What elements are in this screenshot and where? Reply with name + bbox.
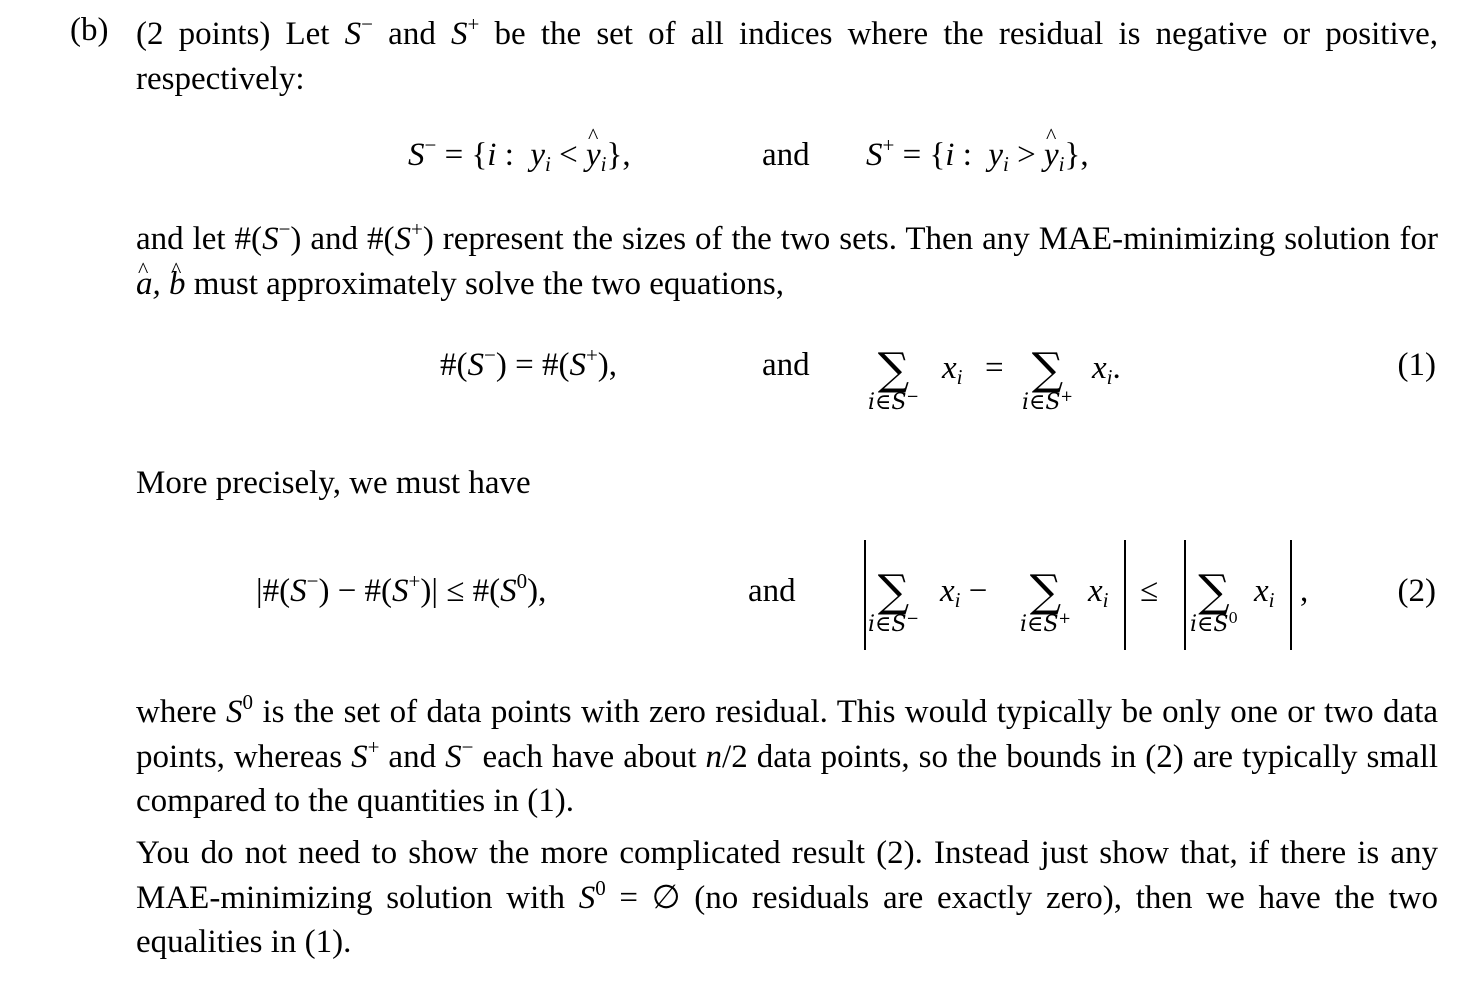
eq-sets-right: S+ = {i : $y_i$ > ^ $y_i$},	[866, 137, 1089, 174]
math-s-plus: S+	[451, 12, 480, 52]
paragraph-2: and let #(S−) and #(S+) represent the sizes of the two sets. Then any MAE-minimizing solution for ^ a, ^ b must approximately solve the two equations,	[136, 217, 1438, 306]
eq1-tag: (1)	[1397, 347, 1436, 383]
eq2-and: and	[748, 573, 796, 609]
math-s-minus: S−	[344, 12, 373, 52]
points-label: (2 points)	[136, 16, 271, 52]
eq2-sum-minus: ∑ i∈S−	[868, 566, 919, 637]
eq2-x-plus: $x_i$	[1088, 573, 1109, 612]
eq1-sum-minus: ∑ i∈S−	[868, 344, 919, 415]
para3-text-4: each have about	[482, 738, 697, 775]
para2-text-1: and let #(	[136, 221, 263, 257]
eq-sets-left: S− = {i : $y_i$ < ^ $y_i$},	[408, 137, 631, 174]
para2-text-2: ) and #(	[290, 221, 395, 257]
eq-sets-and: and	[762, 137, 810, 173]
para3-text-2: is the set of data points with zero residual. This would typically be only one or two data points, whereas	[136, 694, 1439, 775]
eq1-and: and	[762, 347, 810, 383]
paragraph-4: You do not need to show the more complicated result (2). Instead just show that, if there is any MAE-minimizing solution with $S^0$ = ∅ (no residuals are exactly zero), then we have the two equalities in (1).	[136, 835, 1439, 960]
para3-text-3: and	[388, 738, 437, 775]
para4-text-1: You do not need to show the more complicated result (2). Instead just show that, if there is any MAE-minimizing solution with	[136, 835, 1438, 916]
eq2-x-zero: $x_i$	[1254, 573, 1275, 612]
abs-bar-right-1	[1124, 540, 1126, 650]
abs-bar-left-2	[1184, 540, 1186, 650]
eq2-comma: ,	[1300, 573, 1309, 609]
eq2-sum-plus: ∑ i∈S+	[1020, 566, 1071, 637]
eq1-x-minus: $x_i$	[942, 350, 963, 389]
para3-text-1: where	[136, 694, 217, 730]
intro-text-3: be the set of all indices where the residual is negative or positive, respectively:	[136, 16, 1439, 97]
paragraph-3: where $S^0$ is the set of data points with zero residual. This would typically be only one or two data points, whereas S+ and S− each have about n/2 data points, so the bounds in (2) are typically small compared to the quantities in (1).	[136, 690, 1439, 819]
para2-text-4: must approximately solve the two equations,	[193, 265, 784, 302]
eq2-sum-zero: ∑ $i\in S^0$	[1190, 566, 1238, 637]
eq2-leq: ≤	[1140, 573, 1159, 609]
eq1-lhs: #(S−) = #(S+),	[440, 343, 618, 383]
abs-bar-left-1	[864, 540, 866, 650]
eq1-sum-plus: ∑ i∈S+	[1022, 344, 1073, 415]
eq2-x-minus: $x_i$ −	[940, 573, 988, 612]
eq1-x-plus: $x_i$.	[1092, 350, 1121, 389]
part-label: (b)	[70, 12, 109, 48]
para4-text-2: (no residuals are exactly zero), then we have the two equalities in (1).	[136, 879, 1439, 960]
more-precisely-text: More precisely, we must have	[136, 465, 531, 501]
para2-text-3: ) represent the sizes of the two sets. Then any MAE-minimizing solution for	[422, 221, 1438, 257]
intro-text-2: and	[388, 16, 436, 52]
math-ahat-bhat: ^ a, ^ b	[136, 266, 186, 302]
eq2-tag: (2)	[1397, 573, 1436, 609]
para3-text-5: data points, so the bounds in (2) are typically small compared to the quantities in (1).	[136, 738, 1439, 819]
intro-text-1: Let	[285, 16, 330, 52]
eq1-eqsign: =	[985, 350, 1004, 386]
intro-paragraph	[136, 12, 1438, 101]
abs-bar-right-2	[1290, 540, 1292, 650]
eq2-lhs: |#(S−) − #(S+)| ≤ $\#(S^0)$,	[256, 569, 547, 609]
